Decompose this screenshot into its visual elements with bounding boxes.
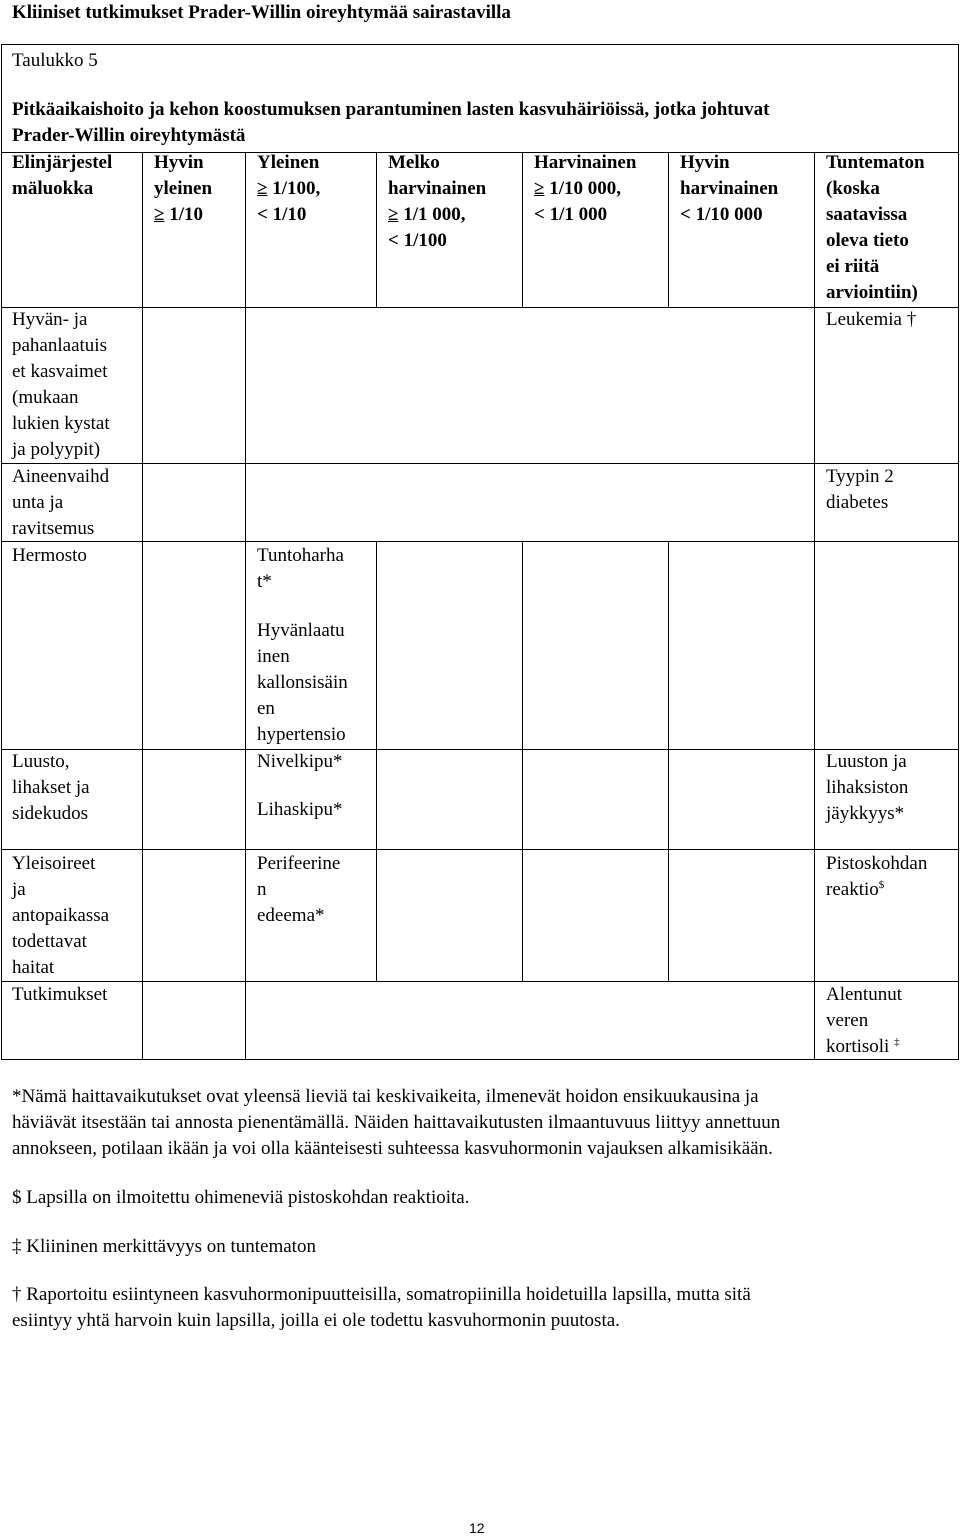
row-nervous-soc: Hermosto [12,545,87,566]
col-rule-uncommon-header [522,152,523,307]
col-rule-very-common [245,152,246,1059]
row-investigations-soc: Tutkimukset [12,984,108,1005]
footnote-star-line2: häviävät itsestään tai annosta pienentämällä. Näiden haittavaikutusten ilmaantuvuus liittyy annettuun [12,1112,781,1133]
row-metabolism-soc-line2: unta ja [12,492,64,513]
row-general-common-line1: Perifeerine [257,853,341,874]
row-neoplasms-soc-line6: ja polyypit) [12,439,101,460]
col-rule-rare-nervous [668,541,669,981]
col-rule-common-header [376,152,377,307]
footnote-dagger [12,1282,942,1334]
footnote-dollar: $ Lapsilla on ilmoitettu ohimeneviä pistoskohdan reaktioita. [12,1187,470,1208]
header-rare-line3: < 1/1 000 [534,204,608,225]
metabolism-bottom-rule [1,541,959,542]
row-nervous-common-2-line1: Hyvänlaatu [257,620,345,641]
row-nervous-common-2-line2: inen [257,646,290,667]
row-metabolism-unknown-line1: Tyypin 2 [826,466,894,487]
header-common [257,150,320,228]
header-rare-line2: ≥ 1/10 000, [534,176,636,202]
row-musculoskeletal-unknown [826,749,908,827]
row-musculoskeletal-common-2: Lihaskipu* [257,799,343,820]
row-musculoskeletal-soc-line1: Luusto, [12,751,70,772]
ddagger-footnote-mark: ‡ [894,1036,900,1048]
header-uncommon-line2: harvinainen [388,178,487,199]
header-uncommon-line4: < 1/100 [388,230,447,251]
ge-symbol: ≥ [534,178,545,199]
row-nervous-common-1 [257,543,344,595]
footnote-star [12,1084,942,1162]
header-very-common-line1: Hyvin [154,152,204,173]
col-rule-uncommon-nervous [522,541,523,981]
row-nervous-common-2-line4: en [257,698,275,719]
table-caption-line1: Pitkäaikaishoito ja kehon koostumuksen parantuminen lasten kasvuhäiriöissä, jotka johtuvat [12,99,770,120]
row-nervous-common-1-line1: Tuntoharha [257,545,344,566]
col-rule-common-nervous [376,541,377,981]
footnote-star-line1: *Nämä haittavaikutukset ovat yleensä lieviä tai keskivaikeita, ilmenevät hoidon ensikuukausina ja [12,1086,759,1107]
row-general-soc-line1: Yleisoireet [12,853,96,874]
row-general-common [257,851,340,929]
header-rare-line1: Harvinainen [534,152,637,173]
row-metabolism-unknown [826,464,894,516]
table-label: Taulukko 5 [12,50,98,71]
header-soc-line1: Elinjärjestel [12,152,113,173]
row-metabolism-soc-line3: ravitsemus [12,518,95,539]
header-unknown [826,150,925,306]
row-metabolism-soc [12,464,109,542]
document-heading: Kliiniset tutkimukset Prader-Willin oireyhtymää sairastavilla [12,2,511,23]
header-very-common [154,150,212,228]
footnote-dagger-line2: esiintyy yhtä harvoin kuin lapsilla, joilla ei ole todettu kasvuhormonin puutosta. [12,1310,620,1331]
footnote-star-line3: annokseen, potilaan ikään ja voi olla käänteisesti suhteessa kasvuhormonin vajauksen alkamisikään. [12,1138,773,1159]
header-very-rare [680,150,778,228]
row-musculoskeletal-unknown-line2: lihaksiston [826,777,909,798]
row-general-soc-line3: antopaikassa [12,905,110,926]
row-investigations-unknown-line3: kortisoli ‡ [826,1036,900,1057]
header-unknown-line1: Tuntematon [826,152,925,173]
row-nervous-common-2-line5: hypertensio [257,724,346,745]
row-musculoskeletal-common-1: Nivelkipu* [257,751,343,772]
header-uncommon-line3: ≥ 1/1 000, [388,202,486,228]
header-very-common-line3: ≥ 1/10 [154,202,212,228]
col-rule-rare-header [668,152,669,307]
row-general-common-line2: n [257,879,267,900]
header-unknown-line2: (koska [826,178,880,199]
row-general-soc-line2: ja [12,879,26,900]
row-neoplasms-soc-line1: Hyvän- ja [12,309,88,330]
row-general-soc-line4: todettavat [12,931,87,952]
row-musculoskeletal-unknown-line3: jäykkyys* [826,803,905,824]
header-uncommon [388,150,486,254]
header-unknown-line5: ei riitä [826,256,880,277]
nervous-bottom-rule [1,749,959,750]
header-unknown-line4: oleva tieto [826,230,909,251]
row-metabolism-soc-line1: Aineenvaihd [12,466,110,487]
header-soc [12,150,112,202]
row-neoplasms-soc [12,307,110,463]
header-unknown-line3: saatavissa [826,204,908,225]
row-investigations-unknown-line2: veren [826,1010,869,1031]
row-investigations-unknown-line1: Alentunut [826,984,902,1005]
row-general-unknown [826,851,927,903]
row-nervous-common-2-line3: kallonsisäin [257,672,348,693]
ge-symbol: ≥ [388,204,399,225]
col-rule-soc [142,152,143,1059]
header-unknown-line6: arviointiin) [826,282,918,303]
page-number: 12 [469,1520,485,1536]
ge-symbol: ≥ [257,178,268,199]
row-musculoskeletal-soc-line3: sidekudos [12,803,88,824]
header-common-line3: < 1/10 [257,204,307,225]
row-metabolism-unknown-line2: diabetes [826,492,889,513]
row-neoplasms-soc-line3: et kasvaimet [12,361,108,382]
musculoskeletal-bottom-rule [1,849,959,850]
table-caption-line2: Prader-Willin oireyhtymästä [12,125,246,146]
footnote-dagger-line1: † Raportoitu esiintyneen kasvuhormonipuutteisilla, somatropiinilla hoidetuilla lapsilla, mutta sitä [12,1284,751,1305]
row-nervous-common-1-line2: t* [257,571,272,592]
header-bottom-rule [1,307,959,308]
row-general-soc-line5: haitat [12,957,55,978]
row-musculoskeletal-unknown-line1: Luuston ja [826,751,907,772]
header-common-line1: Yleinen [257,152,320,173]
row-musculoskeletal-soc-line2: lihakset ja [12,777,90,798]
row-neoplasms-soc-line5: lukien kystat [12,413,110,434]
header-soc-line2: mäluokka [12,178,94,199]
header-common-line2: ≥ 1/100, [257,176,320,202]
row-investigations-unknown [826,982,902,1060]
ge-symbol: ≥ [154,204,165,225]
row-general-common-line3: edeema* [257,905,325,926]
header-uncommon-line1: Melko [388,152,440,173]
header-very-rare-line3: < 1/10 000 [680,204,763,225]
row-general-soc [12,851,109,981]
header-very-rare-line1: Hyvin [680,152,730,173]
row-neoplasms-soc-line4: (mukaan [12,387,79,408]
header-very-common-line2: yleinen [154,178,213,199]
footnote-ddagger: ‡ Kliininen merkittävyys on tuntematon [12,1236,316,1257]
header-rare [534,150,636,228]
dollar-footnote-mark: $ [878,879,885,891]
row-nervous-common-2 [257,618,348,748]
row-general-unknown-line1: Pistoskohdan [826,853,928,874]
neoplasms-bottom-rule [1,463,959,464]
row-musculoskeletal-soc [12,749,90,827]
row-general-unknown-line2: reaktio$ [826,879,885,900]
row-neoplasms-unknown: Leukemia † [826,309,917,330]
general-bottom-rule [1,981,959,982]
row-neoplasms-soc-line2: pahanlaatuis [12,335,107,356]
col-rule-very-rare [814,152,815,1059]
header-very-rare-line2: harvinainen [680,178,779,199]
